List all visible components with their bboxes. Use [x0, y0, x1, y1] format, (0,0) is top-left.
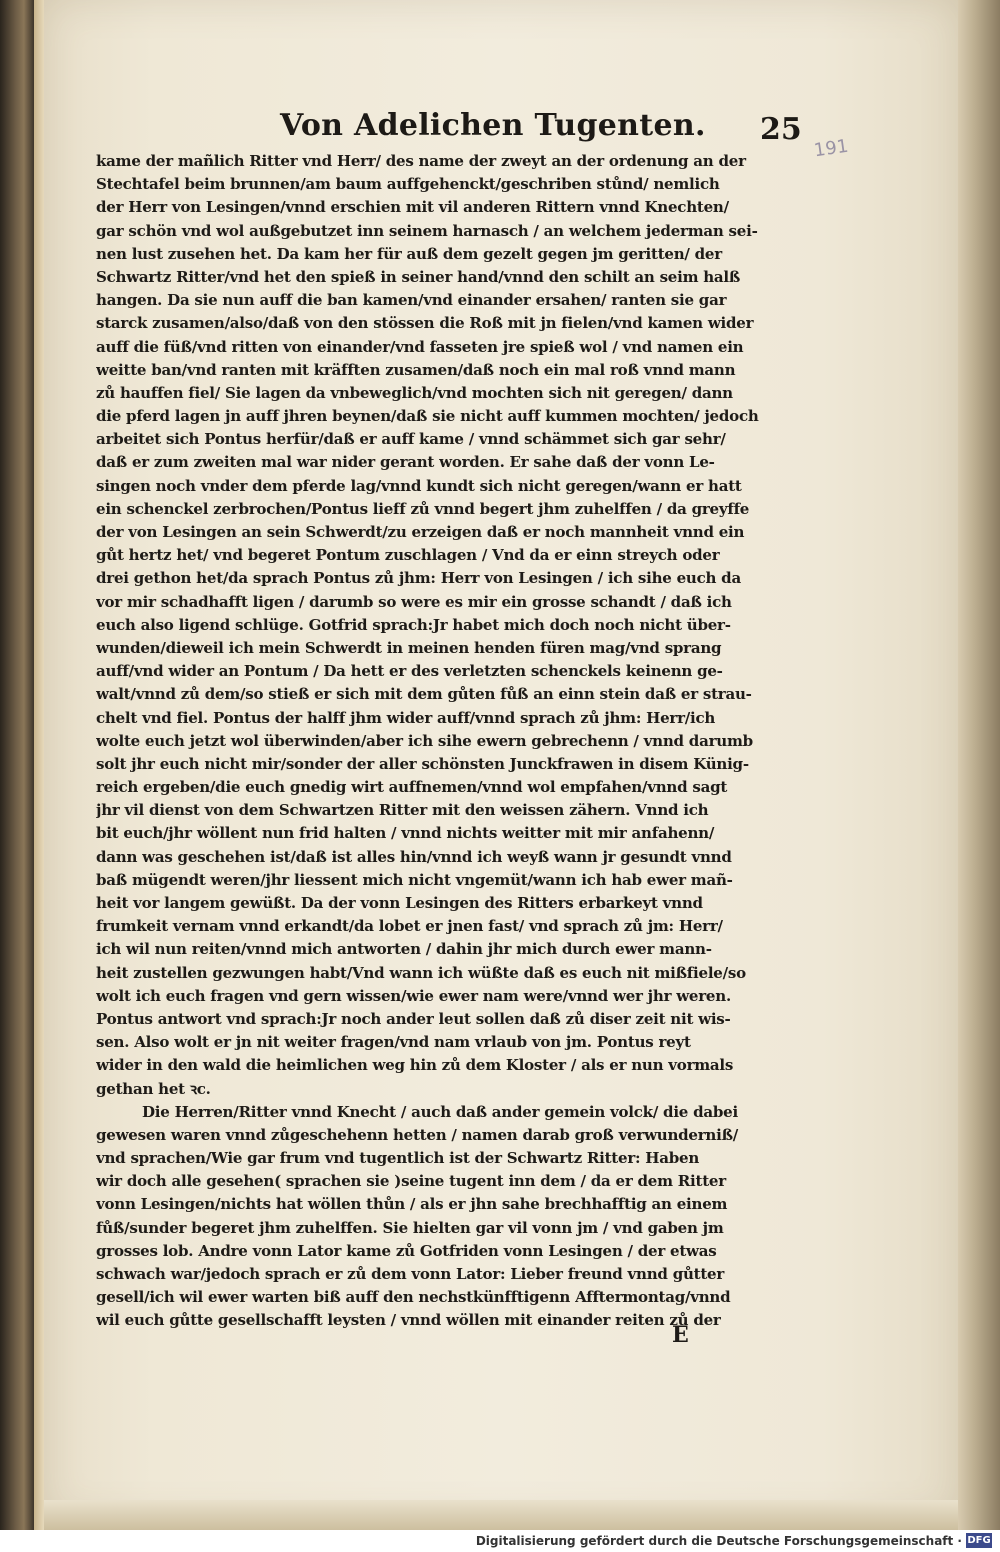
- text-line: Stechtafel beim brunnen/am baum auffgehenckt/geschriben stůnd/ nemlich: [96, 175, 720, 194]
- footer-bar: [0, 1530, 1000, 1552]
- text-line: ich wil nun reiten/vnnd mich antworten / dahin jhr mich durch ewer mann-: [96, 940, 712, 959]
- text-line: kame der mañlich Ritter vnd Herr/ des name der zweyt an der ordenung an der: [96, 152, 746, 170]
- text-line: daß er zum zweiten mal war nider gerant worden. Er sahe daß der vonn Le-: [96, 453, 715, 472]
- text-line: sen. Also wolt er jn nit weiter fragen/vnd nam vrlaub von jm. Pontus reyt: [96, 1033, 691, 1052]
- page-right-edge: [958, 0, 1000, 1530]
- text-line: vnd sprachen/Wie gar frum vnd tugentlich ist der Schwartz Ritter: Haben: [96, 1149, 700, 1168]
- text-line: wolte euch jetzt wol überwinden/aber ich sihe ewern gebrechenn / vnnd darumb: [96, 731, 753, 750]
- body-text: [96, 150, 796, 1333]
- funding-credit: Digitalisierung gefördert durch die Deutsche Forschungsgemeinschaft ·: [475, 1534, 962, 1548]
- text-line: nen lust zusehen het. Da kam her für auß dem gezelt gegen jm geritten/ der: [96, 244, 722, 263]
- text-line: starck zusamen/also/daß von den stössen die Roß mit jn fielen/vnd kamen wider: [96, 314, 754, 333]
- page-bottom-edge: [44, 1500, 960, 1530]
- text-line: Pontus antwort vnd sprach:Jr noch ander leut sollen daß zů diser zeit nit wis-: [96, 1009, 731, 1028]
- text-line: wunden/dieweil ich mein Schwerdt in meinen henden füren mag/vnd sprang: [96, 638, 722, 657]
- text-line: hangen. Da sie nun auff die ban kamen/vnd einander ersahen/ ranten sie gar: [96, 291, 727, 310]
- text-line: dann was geschehen ist/daß ist alles hin/vnnd ich weyß wann jr gesundt vnnd: [96, 847, 732, 866]
- dfg-logo-icon: DFG: [967, 1535, 991, 1546]
- pencil-foliation: 191: [812, 135, 850, 162]
- text-line: vonn Lesingen/nichts hat wöllen thůn / als er jhn sahe brechhafftig an einem: [96, 1195, 728, 1214]
- text-line: walt/vnnd zů dem/so stieß er sich mit dem gůten fůß an einn stein daß er strau-: [96, 685, 752, 704]
- text-line: wir doch alle gesehen( sprachen sie )seine tugent inn dem / da er dem Ritter: [96, 1172, 726, 1191]
- text-line: arbeitet sich Pontus herfür/daß er auff kame / vnnd schämmet sich gar sehr/: [96, 430, 726, 449]
- running-header: Von Adelichen Tugenten.: [280, 108, 706, 143]
- text-line: grosses lob. Andre vonn Lator kame zů Gotfriden vonn Lesingen / der etwas: [96, 1241, 717, 1260]
- text-line: reich ergeben/die euch gnedig wirt auffnemen/vnnd wol empfahen/vnnd sagt: [96, 778, 728, 797]
- text-line: wil euch gůtte gesellschafft leysten / vnnd wöllen mit einander reiten zů der: [96, 1311, 721, 1330]
- text-line: die pferd lagen jn auff jhren beynen/daß sie nicht auff kummen mochten/ jedoch: [96, 407, 759, 426]
- text-line: weitte ban/vnd ranten mit kräfften zusamen/daß noch ein mal roß vnnd mann: [96, 360, 736, 379]
- text-line: der Herr von Lesingen/vnnd erschien mit vil anderen Rittern vnnd Knechten/: [96, 198, 729, 217]
- text-line: vor mir schadhafft ligen / darumb so were es mir ein grosse schandt / daß ich: [96, 592, 732, 611]
- text-line: euch also ligend schlüge. Gotfrid sprach:Jr habet mich doch noch nicht über-: [96, 615, 731, 634]
- text-line: baß mügendt weren/jhr liessent mich nicht vngemüt/wann ich hab ewer mañ-: [96, 870, 733, 889]
- text-line: bit euch/jhr wöllent nun frid halten / vnnd nichts weitter mit mir anfahenn/: [96, 824, 715, 843]
- text-line: frumkeit vernam vnnd erkandt/da lobet er jnen fast/ vnd sprach zů jm: Herr/: [96, 917, 723, 936]
- text-line: gethan het ꝛc.: [96, 1079, 211, 1098]
- text-line: wider in den wald die heimlichen weg hin zů dem Kloster / als er nun vormals: [96, 1056, 734, 1075]
- text-line: auff die füß/vnd ritten von einander/vnd fasseten jre spieß wol / vnd namen ein: [96, 337, 744, 356]
- text-line: zů hauffen fiel/ Sie lagen da vnbeweglich/vnd mochten sich nit geregen/ dann: [96, 383, 733, 402]
- text-line: Schwartz Ritter/vnd het den spieß in seiner hand/vnnd den schilt an seim halß: [96, 267, 741, 286]
- text-line: gewesen waren vnnd zůgeschehenn hetten / namen darab groß verwunderniß/: [96, 1125, 739, 1144]
- text-line: chelt vnd fiel. Pontus der halff jhm wider auff/vnnd sprach zů jhm: Herr/ich: [96, 708, 716, 727]
- text-line: Die Herren/Ritter vnnd Knecht / auch daß ander gemein volck/ die dabei: [142, 1102, 738, 1121]
- text-line: singen noch vnder dem pferde lag/vnnd kundt sich nicht geregen/wann er hatt: [96, 476, 742, 495]
- text-line: heit zustellen gezwungen habt/Vnd wann ich wüßte daß es euch nit mißfiele/so: [96, 963, 746, 982]
- text-line: gůt hertz het/ vnd begeret Pontum zuschlagen / Vnd da er einn streych oder: [96, 546, 720, 565]
- page-number: 25: [760, 112, 802, 147]
- text-line: ein schenckel zerbrochen/Pontus lieff zů vnnd begert jhm zuhelffen / da greyffe: [96, 499, 750, 518]
- book-binding: [0, 0, 34, 1530]
- text-line: schwach war/jedoch sprach er zů dem vonn Lator: Lieber freund vnnd gůtter: [96, 1265, 725, 1283]
- text-line: drei gethon het/da sprach Pontus zů jhm: Herr von Lesingen / ich sihe euch da: [96, 569, 741, 588]
- text-line: solt jhr euch nicht mir/sonder der aller schönsten Junckfrawen in disem Künig-: [96, 754, 749, 773]
- text-line: wolt ich euch fragen vnd gern wissen/wie ewer nam were/vnnd wer jhr weren.: [96, 986, 731, 1005]
- text-line: gar schön vnd wol außgebutzet inn seinem harnasch / an welchem jederman sei-: [96, 221, 758, 240]
- binding-edge: [34, 0, 44, 1530]
- text-line: gesell/ich wil ewer warten biß auff den nechstkünfftigenn Afftermontag/vnnd: [96, 1288, 731, 1307]
- text-line: fůß/sunder begeret jhm zuhelffen. Sie hielten gar vil vonn jm / vnd gaben jm: [96, 1218, 724, 1237]
- text-line: der von Lesingen an sein Schwerdt/zu erzeigen daß er noch mannheit vnnd ein: [96, 523, 745, 541]
- text-line: heit vor langem gewüßt. Da der vonn Lesingen des Ritters erbarkeyt vnnd: [96, 894, 703, 912]
- catchword: E: [672, 1322, 689, 1348]
- text-line: auff/vnd wider an Pontum / Da hett er des verletzten schenckels keinenn ge-: [96, 662, 723, 681]
- text-line: jhr vil dienst von dem Schwartzen Ritter mit den weissen zähern. Vnnd ich: [96, 801, 709, 820]
